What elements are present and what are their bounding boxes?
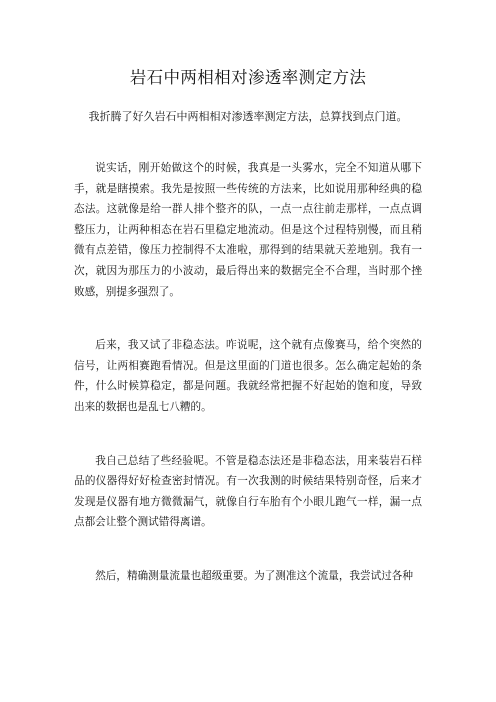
document-subtitle: 我折腾了好久岩石中两相相对渗透率测定方法，总算找到点门道。 [88,110,408,123]
paragraph-3: 我自己总结了些经验呢。不管是稳态法还是非稳态法，用来装岩石样品的仪器得好好检查密封情况。有一次我测的时候结果特别奇怪，后来才发现是仪器有地方微微漏气，就像自行车胎有个小眼儿跑气一样，漏一点点都会让整个测试错得离谱。 [74,454,422,529]
paragraph-2: 后来，我又试了非稳态法。咋说呢，这个就有点像赛马，给个突然的信号，让两相赛跑看情况。但是这里面的门道也很多。怎么确定起始的条件，什么时候算稳定，都是问题。我就经常把握不好起始的饱和度，导致出来的数据也是乱七八糟的。 [74,339,422,413]
paragraph-1: 说实话，刚开始做这个的时候，我真是一头雾水，完全不知道从哪下手，就是瞎摸索。我先是按照一些传统的方法来，比如说用那种经典的稳态法。这就像是给一群人排个整齐的队，一点一点往前走那样，一点点调整压力，让两种相态在岩石里稳定地流动。但是这个过程特别慢，而且稍微有点差错，像压力控制得不太准啦，那得到的结果就天差地别。我有一次，就因为那压力的小波动，最后得出来的数据完全不合理，当时那个挫败感，别提多强烈了。 [74,162,422,298]
document-title: 岩石中两相相对渗透率测定方法 [129,68,367,87]
paragraph-4: 然后，精确测量流量也超级重要。为了测准这个流量，我尝试过各种 [95,569,413,582]
